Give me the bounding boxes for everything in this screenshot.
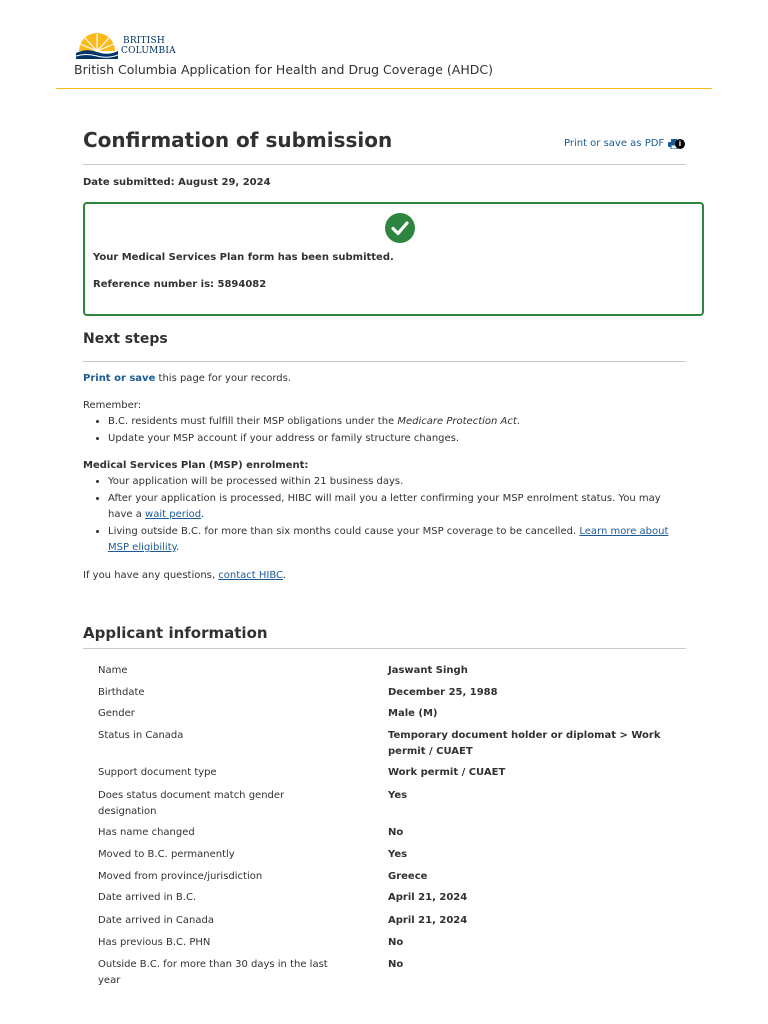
bc-logo-sun-icon — [76, 33, 118, 59]
row-label: Moved to B.C. permanently — [98, 849, 235, 860]
msp-eligibility-link[interactable]: Learn more about MSP eligibility — [108, 525, 669, 553]
questions-paragraph — [83, 568, 286, 584]
remember-item-2: Update your MSP account if your address or family structure changes. — [108, 432, 460, 444]
row-value: Temporary document holder or diplomat > Work permit / CUAET — [388, 730, 661, 757]
row-label: Has previous B.C. PHN — [98, 937, 211, 948]
row-label: Status in Canada — [98, 730, 184, 741]
questions-suffix: . — [283, 570, 287, 581]
date-submitted: Date submitted: August 29, 2024 — [83, 177, 271, 188]
msp-item-3-suffix: . — [176, 542, 180, 553]
print-or-save-text: this page for your records. — [155, 373, 292, 384]
row-value: No — [388, 959, 404, 970]
row-value: Male (M) — [388, 708, 438, 719]
remember-list — [83, 414, 686, 447]
applicant-info-heading: Applicant information — [83, 624, 268, 642]
bc-logo[interactable] — [76, 33, 176, 59]
row-label: Name — [98, 665, 128, 676]
applicant-divider — [83, 648, 686, 649]
print-link-label: Print or save as PDF — [564, 138, 665, 149]
info-icon[interactable]: i — [675, 139, 685, 149]
row-label: Date arrived in B.C. — [98, 892, 197, 903]
row-label: Support document type — [98, 767, 217, 778]
list-item — [108, 491, 686, 524]
next-steps-heading: Next steps — [83, 331, 168, 347]
wait-period-link[interactable]: wait period — [145, 509, 202, 520]
row-label: Outside B.C. for more than 30 days in the last year — [98, 959, 328, 986]
row-label: Birthdate — [98, 687, 145, 698]
page-title: Confirmation of submission — [83, 128, 393, 152]
logo-line-2: COLUMBIA — [121, 46, 176, 56]
row-value: April 21, 2024 — [388, 915, 468, 926]
title-divider — [83, 164, 686, 165]
confirmation-message: Your Medical Services Plan form has been submitted. — [93, 252, 394, 263]
row-label: Moved from province/jurisdiction — [98, 871, 263, 882]
site-header — [0, 0, 768, 89]
header-divider — [56, 88, 712, 89]
row-value: Work permit / CUAET — [388, 767, 506, 778]
remember-label: Remember: — [83, 400, 142, 411]
row-value: No — [388, 937, 404, 948]
print-save-pdf-link[interactable] — [564, 138, 680, 149]
list-item — [108, 474, 686, 491]
reference-number: Reference number is: 5894082 — [93, 279, 267, 290]
remember-item-1-prefix: B.C. residents must fulfill their MSP obligations under the — [108, 416, 398, 427]
row-value: Yes — [388, 849, 408, 860]
row-label: Does status document match gender designation — [98, 790, 285, 817]
confirmation-box — [83, 202, 704, 316]
remember-item-1-italic: Medicare Protection Act — [397, 416, 517, 427]
msp-item-3-prefix: Living outside B.C. for more than six months could cause your MSP coverage to be cancelled. — [108, 525, 580, 537]
msp-item-2-prefix: After your application is processed, HIBC will mail you a letter confirming your MSP enrolment status. You may have a — [108, 492, 661, 520]
list-item — [108, 431, 686, 448]
msp-list — [83, 474, 686, 557]
logo-line-1: BRITISH — [123, 36, 165, 46]
contact-hibc-link[interactable]: contact HIBC — [218, 570, 283, 581]
next-steps-divider — [83, 361, 686, 362]
row-value: April 21, 2024 — [388, 892, 468, 903]
row-value: December 25, 1988 — [388, 687, 498, 698]
questions-prefix: If you have any questions, — [83, 570, 219, 581]
msp-item-1: Your application will be processed within 21 business days. — [108, 476, 404, 487]
list-item — [108, 524, 686, 557]
row-value: Jaswant Singh — [388, 665, 468, 676]
row-label: Has name changed — [98, 827, 195, 838]
app-title: British Columbia Application for Health and Drug Coverage (AHDC) — [74, 62, 493, 77]
row-label: Date arrived in Canada — [98, 915, 214, 926]
row-value: Greece — [388, 871, 428, 882]
msp-item-2-suffix: . — [201, 509, 205, 520]
print-or-save-link[interactable]: Print or save — [83, 373, 156, 384]
list-item — [108, 414, 686, 431]
remember-item-1-suffix: . — [516, 416, 520, 427]
logo-wordmark — [121, 36, 176, 56]
row-value: No — [388, 827, 404, 838]
row-label: Gender — [98, 708, 135, 719]
msp-enrolment-heading: Medical Services Plan (MSP) enrolment: — [83, 460, 309, 471]
checkmark-icon — [385, 213, 415, 243]
row-value: Yes — [388, 790, 408, 801]
print-save-paragraph — [83, 371, 291, 387]
